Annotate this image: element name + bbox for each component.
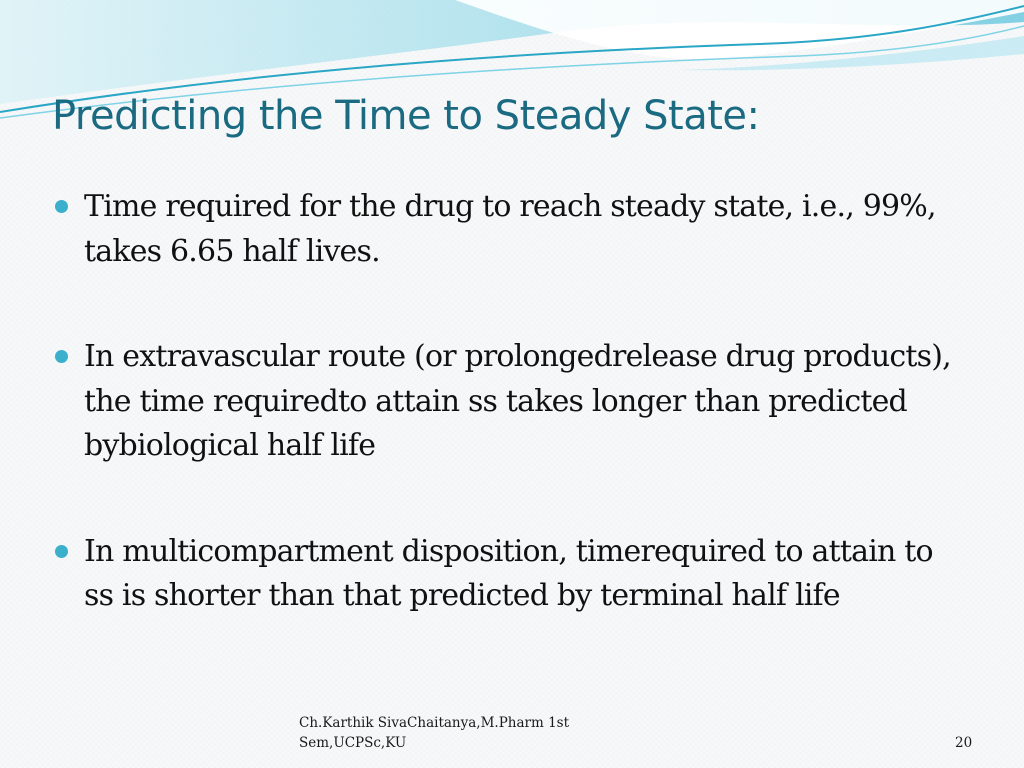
bullet-item xyxy=(52,530,952,619)
slide-title: Predicting the Time to Steady State: xyxy=(52,93,760,139)
bullet-item xyxy=(52,185,952,274)
filled-circle-bullet-icon xyxy=(55,545,68,558)
bullet-list xyxy=(52,185,952,680)
bullet-text: In multicompartment disposition, timerequired to attain to ss is shorter than that predicted by terminal half life xyxy=(84,533,933,613)
bullet-text: Time required for the drug to reach steady state, i.e., 99%, takes 6.65 half lives. xyxy=(84,189,936,269)
footer-author: Ch.Karthik SivaChaitanya,M.Pharm 1st Sem,UCPSc,KU xyxy=(299,715,570,751)
bullet-item xyxy=(52,335,952,469)
page-number: 20 xyxy=(955,735,973,751)
bullet-text: In extravascular route (or prolongedrelease drug products), the time requiredto attain ss takes longer than predicted bybiological half life xyxy=(84,339,951,463)
filled-circle-bullet-icon xyxy=(55,350,68,363)
filled-circle-bullet-icon xyxy=(55,200,68,213)
